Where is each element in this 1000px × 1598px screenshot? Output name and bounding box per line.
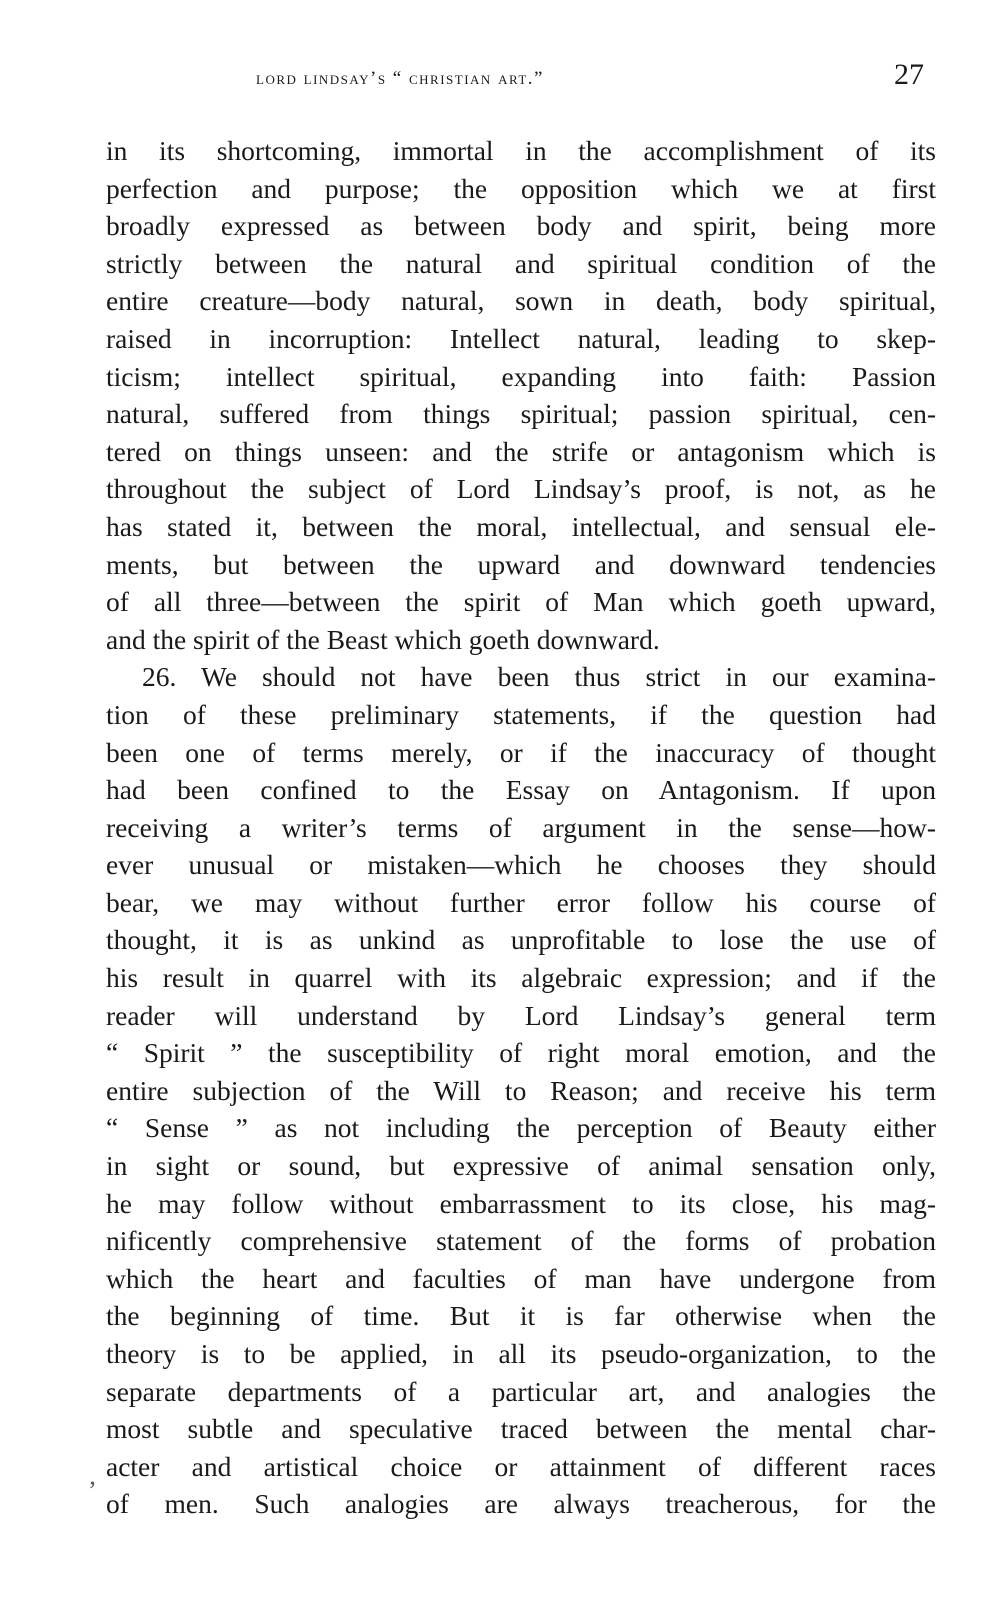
text-line: acter and artistical choice or attainment of different races [106, 1450, 936, 1482]
text-line: entire creature—body natural, sown in death, body spiritual, [106, 285, 936, 317]
text-line: bear, we may without further error follow his course of [106, 886, 936, 918]
running-head-title: lord lindsay’s “ christian art.” [256, 68, 544, 89]
text-line: ever unusual or mistaken—which he chooses they should [106, 849, 936, 881]
running-head [0, 58, 1000, 98]
text-line: ticism; intellect spiritual, expanding into faith: Passion [106, 360, 936, 392]
text-line: in sight or sound, but expressive of animal sensation only, [106, 1150, 936, 1182]
text-line: receiving a writer’s terms of argument in the sense—how- [106, 811, 936, 843]
text-line: strictly between the natural and spiritual condition of the [106, 247, 936, 279]
text-line: of men. Such analogies are always treacherous, for the [106, 1488, 936, 1520]
text-line: “ Spirit ” the susceptibility of right moral emotion, and the [106, 1037, 936, 1069]
text-line: theory is to be applied, in all its pseudo-organization, to the [106, 1338, 936, 1369]
text-line: of all three—between the spirit of Man which goeth upward, [106, 586, 936, 618]
text-line: most subtle and speculative traced between the mental char- [106, 1413, 936, 1445]
text-line: perfection and purpose; the opposition which we at first [106, 172, 936, 204]
text-line: the beginning of time. But it is far otherwise when the [106, 1300, 936, 1332]
text-line: he may follow without embarrassment to its close, his mag- [106, 1187, 936, 1219]
text-line: tion of these preliminary statements, if the question had [106, 698, 936, 730]
margin-mark: ’ [88, 1476, 97, 1505]
text-line: and the spirit of the Beast which goeth downward. [106, 623, 660, 655]
text-line: reader will understand by Lord Lindsay’s general term [106, 999, 936, 1031]
text-line: throughout the subject of Lord Lindsay’s proof, is not, as he [106, 473, 936, 505]
text-line: tered on things unseen: and the strife or antagonism which is [106, 435, 936, 467]
text-line: has stated it, between the moral, intellectual, and sensual ele- [106, 510, 936, 542]
text-line: raised in incorruption: Intellect natural, leading to skep- [106, 322, 936, 354]
page-number: 27 [894, 58, 924, 91]
text-line: which the heart and faculties of man have undergone from [106, 1262, 936, 1294]
body-text [106, 132, 936, 1523]
text-line: “ Sense ” as not including the perception of Beauty either [106, 1112, 936, 1144]
text-line: in its shortcoming, immortal in the accomplishment of its [106, 135, 936, 166]
text-line: nificently comprehensive statement of the forms of probation [106, 1225, 936, 1257]
text-line: his result in quarrel with its algebraic expression; and if the [106, 962, 936, 994]
paragraph-start-line: 26. We should not have been thus strict in our examina- [142, 661, 936, 693]
text-line: natural, suffered from things spiritual; passion spiritual, cen- [106, 398, 936, 430]
text-line: ments, but between the upward and downward tendencies [106, 548, 936, 580]
text-line: had been confined to the Essay on Antagonism. If upon [106, 774, 936, 806]
text-line: been one of terms merely, or if the inaccuracy of thought [106, 736, 936, 768]
text-line: broadly expressed as between body and spirit, being more [106, 210, 936, 242]
text-line: thought, it is as unkind as unprofitable to lose the use of [106, 924, 936, 956]
text-line: entire subjection of the Will to Reason; and receive his term [106, 1074, 936, 1106]
text-line: separate departments of a particular art, and analogies the [106, 1375, 936, 1407]
